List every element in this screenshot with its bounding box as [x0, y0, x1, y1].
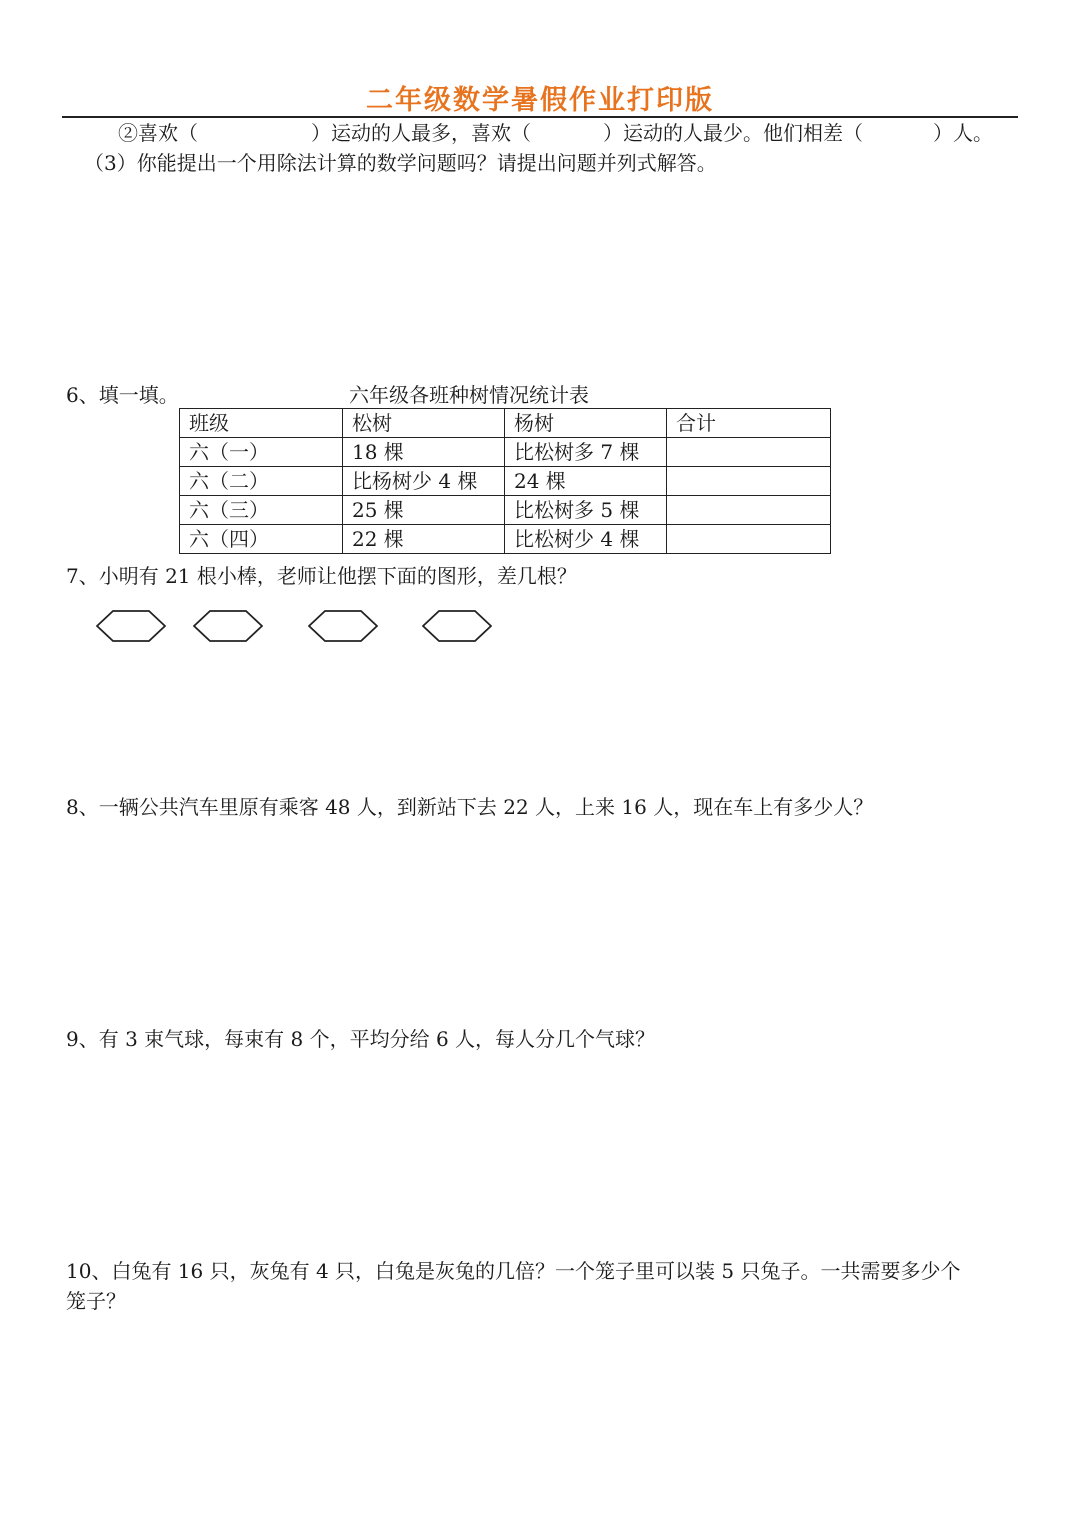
q5-part2-text-a: ②喜欢（ [118, 121, 198, 145]
question-6-label: 6、填一填。 [66, 383, 179, 407]
table-cell: 比松树少 4 棵 [505, 525, 667, 554]
question-5-part-3: （3）你能提出一个用除法计算的数学问题吗？请提出问题并列式解答。 [84, 151, 717, 175]
hexagon-icon [308, 610, 378, 642]
table-header-cell: 松树 [343, 409, 505, 438]
tree-planting-table [179, 408, 831, 554]
table-cell: 六（三） [180, 496, 343, 525]
table-cell: 25 棵 [343, 496, 505, 525]
question-9-text: 9、有 3 束气球，每束有 8 个，平均分给 6 人，每人分几个气球？ [66, 1027, 656, 1051]
total-answer-cell[interactable] [667, 438, 831, 467]
table-header-row [180, 409, 831, 438]
table-row [180, 496, 831, 525]
question-5-part-2 [118, 120, 993, 146]
table-cell: 22 棵 [343, 525, 505, 554]
question-10-line-2: 笼子？ [66, 1289, 126, 1313]
question-10-line-1: 10、白兔有 16 只，灰兔有 4 只，白兔是灰兔的几倍？一个笼子里可以装 5 只兔子。一共需要多少个 [66, 1259, 961, 1283]
q5-part2-text-c: ）运动的人最少。他们相差（ [603, 121, 863, 145]
table-cell: 18 棵 [343, 438, 505, 467]
total-answer-cell[interactable] [667, 467, 831, 496]
table-header-cell: 合计 [667, 409, 831, 438]
table-cell: 比松树多 7 棵 [505, 438, 667, 467]
table-header-cell: 杨树 [505, 409, 667, 438]
hexagon-icon [193, 610, 263, 642]
table-cell: 六（二） [180, 467, 343, 496]
hexagon-icon [422, 610, 492, 642]
table-cell: 比松树多 5 棵 [505, 496, 667, 525]
table-cell: 24 棵 [505, 467, 667, 496]
table-row [180, 438, 831, 467]
hexagon-icon [96, 610, 166, 642]
table-header-cell: 班级 [180, 409, 343, 438]
table-cell: 比杨树少 4 棵 [343, 467, 505, 496]
table-cell: 六（一） [180, 438, 343, 467]
q5-part2-text-d: ）人。 [933, 121, 993, 145]
table-title: 六年级各班种树情况统计表 [349, 383, 589, 407]
title-divider [62, 116, 1018, 118]
table-cell: 六（四） [180, 525, 343, 554]
question-7-text: 7、小明有 21 根小棒，老师让他摆下面的图形，差几根？ [66, 564, 577, 588]
page-title: 二年级数学暑假作业打印版 [366, 85, 714, 116]
question-8-text: 8、一辆公共汽车里原有乘客 48 人，到新站下去 22 人，上来 16 人，现在车上有多少人？ [66, 795, 874, 819]
q5-part2-text-b: ）运动的人最多，喜欢（ [311, 121, 531, 145]
table-row [180, 467, 831, 496]
total-answer-cell[interactable] [667, 496, 831, 525]
table-row [180, 525, 831, 554]
total-answer-cell[interactable] [667, 525, 831, 554]
